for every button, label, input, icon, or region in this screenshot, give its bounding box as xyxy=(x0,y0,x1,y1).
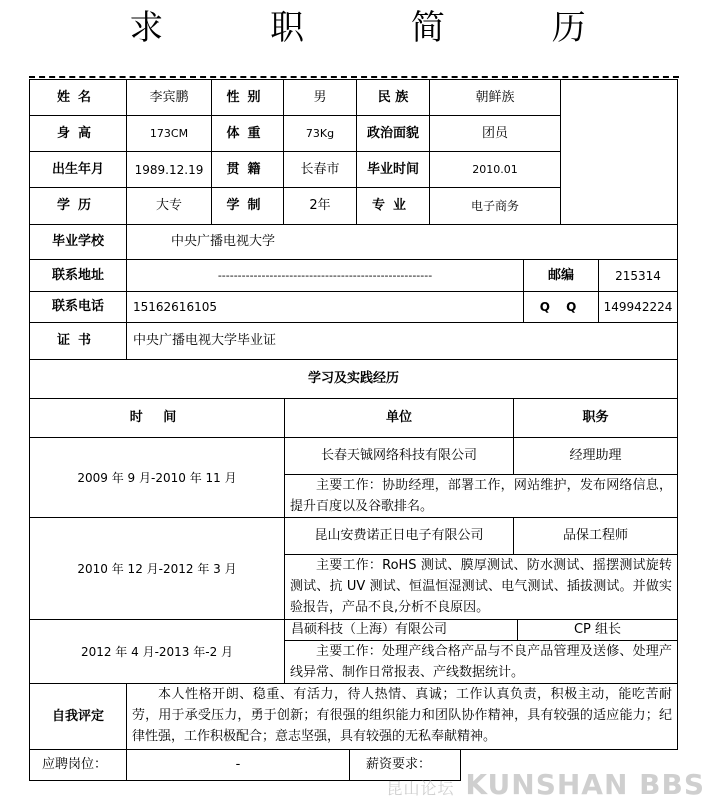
ethnic-value: 朝鲜族 xyxy=(429,79,561,116)
ethnic-label: 民 族 xyxy=(356,79,430,116)
certificate-label: 证书 xyxy=(29,322,127,360)
experience-row-2-role: 品保工程师 xyxy=(513,517,678,555)
birth-value: 1989.12.19 xyxy=(126,151,212,188)
phone-label: 联系电话 xyxy=(29,291,127,323)
experience-section-title: 学习及实践经历 xyxy=(29,359,678,399)
political-label: 政治面貌 xyxy=(356,115,430,152)
experience-row-2-time: 2010 年 12 月-2012 年 3 月 xyxy=(29,517,285,620)
birth-label: 出生年月 xyxy=(29,151,127,188)
position-label: 应聘岗位： xyxy=(29,749,127,781)
experience-col-role: 职务 xyxy=(513,398,678,438)
photo-box xyxy=(560,79,678,225)
position-value: - xyxy=(126,749,350,781)
zip-value: 215314 xyxy=(598,259,678,292)
grad-time-value: 2010.01 xyxy=(429,151,561,188)
study-system-value: 2年 xyxy=(283,187,357,225)
school-value: 中央广播电视大学 xyxy=(126,224,678,260)
native-label: 贯籍 xyxy=(211,151,284,188)
name-label: 姓名 xyxy=(29,79,127,116)
self-evaluation-label: 自我评定 xyxy=(29,683,127,750)
experience-row-1-desc: 主要工作：协助经理，部署工作，网站维护，发布网络信息，提升百度以及谷歌排名。 xyxy=(290,478,672,514)
salary-label: 薪资要求： xyxy=(349,749,461,781)
experience-row-2-unit: 昆山安费诺正日电子有限公司 xyxy=(284,517,514,555)
experience-row-2-desc: 主要工作：RoHS 测试、膜厚测试、防水测试、摇摆测试旋转测试、抗 UV 测试、恒温恒湿测试、电气测试、插拔测试。并做实验报告，产品不良,分析不良原因。 xyxy=(290,558,672,615)
self-evaluation-text: 本人性格开朗、稳重、有活力，待人热情、真诚；工作认真负责，积极主动，能吃苦耐劳，用于承受压力，勇于创新；有很强的组织能力和团队协作精神，具有较强的适应能力；纪律性强，工作积极配合；意志坚强，具有较强的无私奉献精神。 xyxy=(132,687,672,744)
education-label: 学历 xyxy=(29,187,127,225)
phone-value: 15162616105 xyxy=(126,291,524,323)
certificate-value: 中央广播电视大学毕业证 xyxy=(126,322,678,360)
experience-col-time: 时 间 xyxy=(29,398,285,438)
experience-row-3-unit: 昌硕科技（上海）有限公司 xyxy=(284,619,518,641)
experience-row-1-role: 经理助理 xyxy=(513,437,678,475)
education-value: 大专 xyxy=(126,187,212,225)
experience-row-1-time: 2009 年 9 月-2010 年 11 月 xyxy=(29,437,285,518)
experience-row-3-time: 2012 年 4 月-2013 年-2 月 xyxy=(29,619,285,684)
major-label: 专业 xyxy=(356,187,430,225)
qq-label: Q Q xyxy=(523,291,599,323)
experience-col-unit: 单位 xyxy=(284,398,514,438)
experience-row-3-desc: 主要工作：处理产线合格产品与不良产品管理及送修、处理产线异常、制作日常报表、产线数据统计。 xyxy=(290,644,672,680)
study-system-label: 学制 xyxy=(211,187,284,225)
experience-row-3-role: CP 组长 xyxy=(517,619,678,641)
major-value: 电子商务 xyxy=(429,187,561,225)
height-value: 173CM xyxy=(126,115,212,152)
school-label: 毕业学校 xyxy=(29,224,127,260)
weight-value: 73Kg xyxy=(283,115,357,152)
gender-label: 性别 xyxy=(211,79,284,116)
address-value: ------------------------------------------------------ xyxy=(126,259,524,292)
zip-label: 邮编 xyxy=(523,259,599,292)
address-label: 联系地址 xyxy=(29,259,127,292)
qq-value: 149942224 xyxy=(598,291,678,323)
page-title: 求 职 简 历 xyxy=(129,8,634,48)
political-value: 团员 xyxy=(429,115,561,152)
top-divider xyxy=(29,76,679,78)
native-value: 长春市 xyxy=(283,151,357,188)
watermark: 昆山论坛 KUNSHAN BBS xyxy=(386,768,705,801)
weight-label: 体重 xyxy=(211,115,284,152)
gender-value: 男 xyxy=(283,79,357,116)
grad-time-label: 毕业时间 xyxy=(356,151,430,188)
height-label: 身高 xyxy=(29,115,127,152)
experience-row-1-unit: 长春天铖网络科技有限公司 xyxy=(284,437,514,475)
name-value: 李宾鹏 xyxy=(126,79,212,116)
